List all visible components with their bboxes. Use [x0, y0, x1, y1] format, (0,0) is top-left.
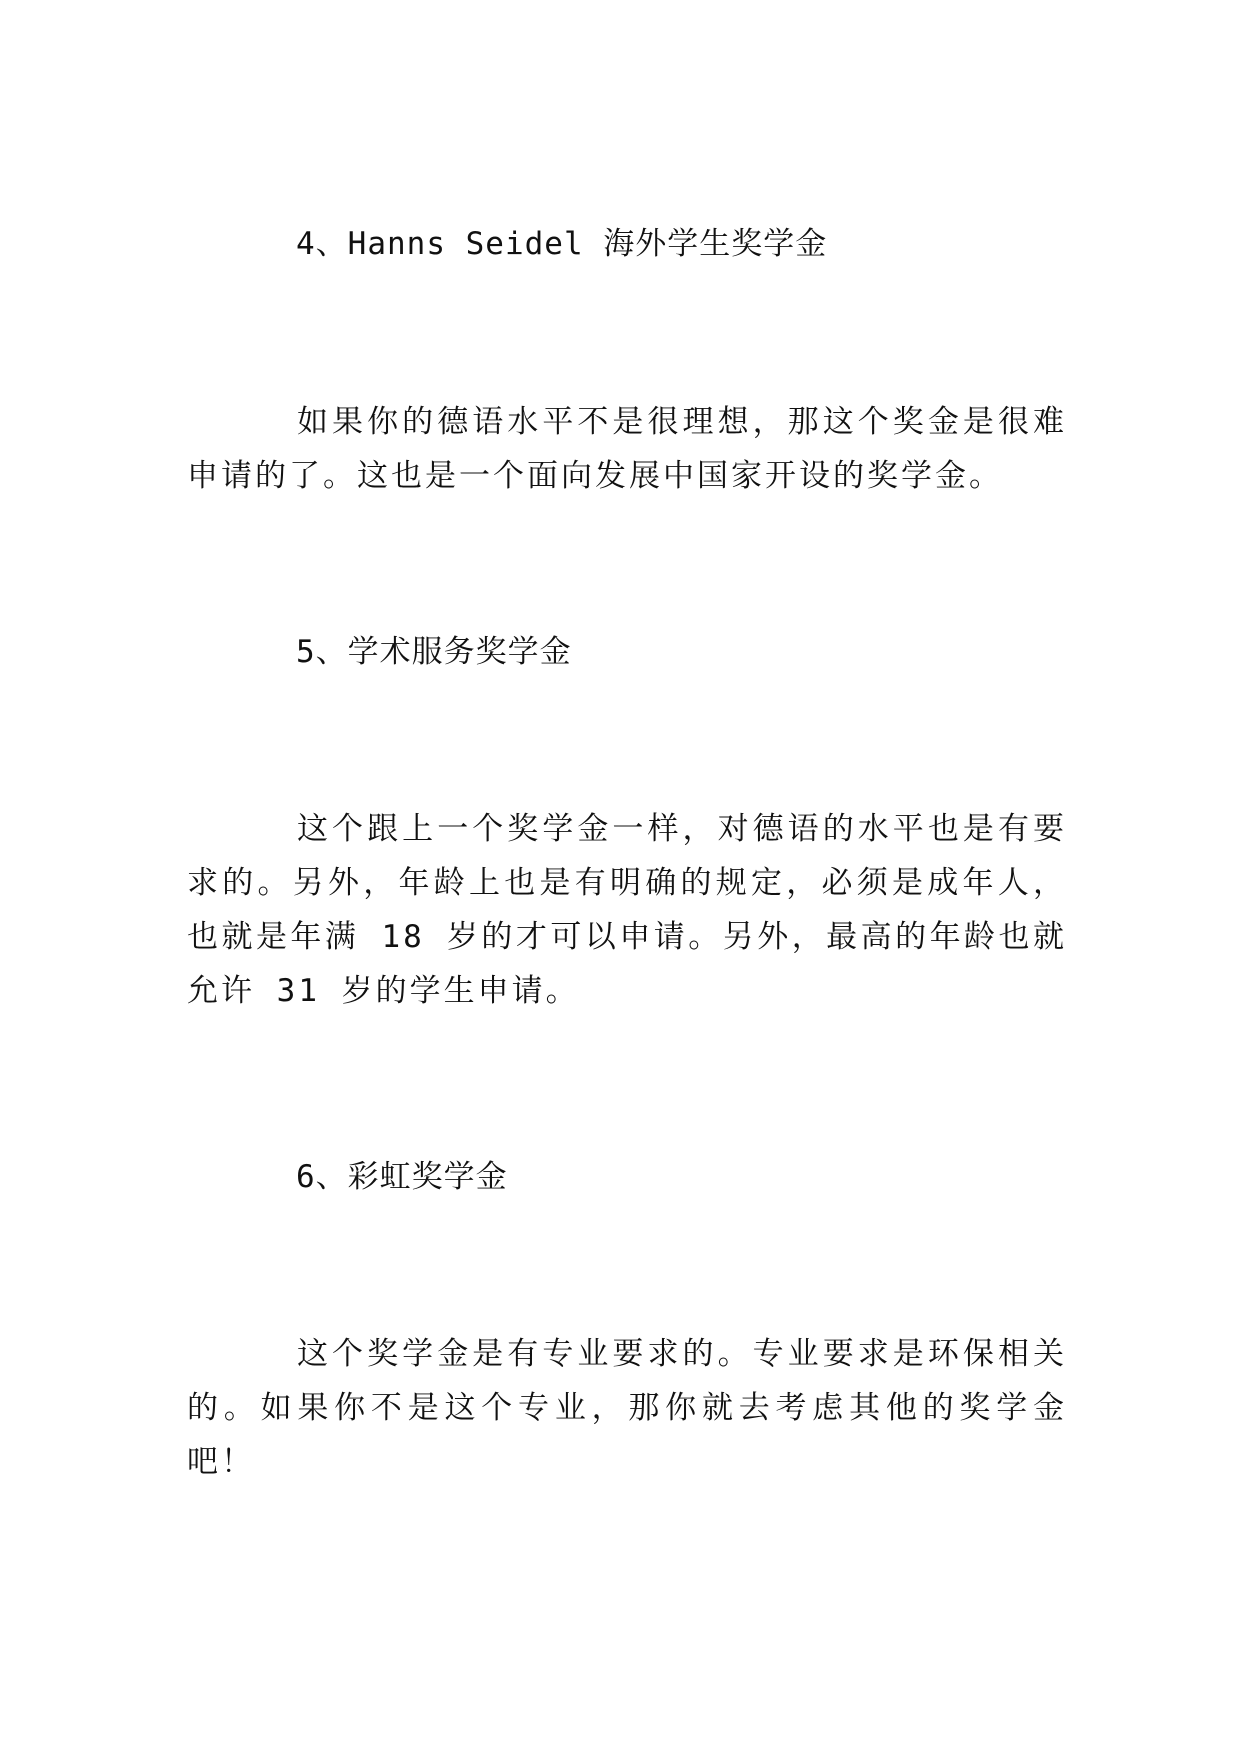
section-heading-6: 6、彩虹奖学金 [296, 1159, 508, 1195]
section-body-5: 这个跟上一个奖学金一样，对德语的水平也是有要求的。另外，年龄上也是有明确的规定，必须是成年人，也就是年满 18 岁的才可以申请。另外，最高的年龄也就允许 31 岁的学生申请。 [187, 811, 1067, 1009]
section-body-6: 这个奖学金是有专业要求的。专业要求是环保相关的。如果你不是这个专业，那你就去考虑其他的奖学金吧！ [187, 1336, 1067, 1480]
section-heading-5: 5、学术服务奖学金 [296, 634, 572, 670]
section-heading-4: 4、Hanns Seidel 海外学生奖学金 [296, 226, 828, 262]
section-body-4: 如果你的德语水平不是很理想，那这个奖金是很难申请的了。这也是一个面向发展中国家开设的奖学金。 [187, 404, 1067, 494]
